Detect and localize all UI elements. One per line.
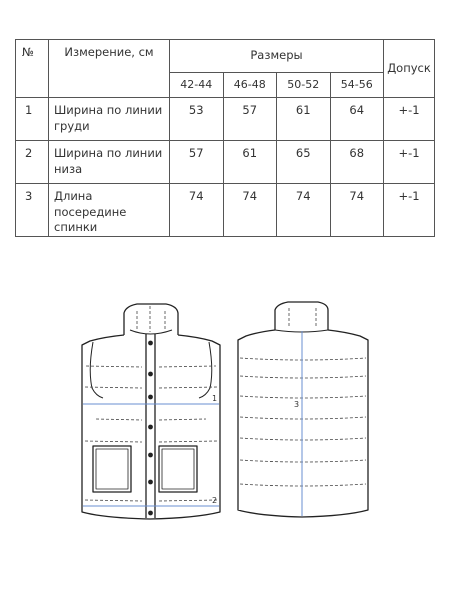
size-column-header: 54-56 <box>330 73 384 98</box>
header-sizes: Размеры <box>170 40 384 73</box>
size-column-header: 46-48 <box>223 73 277 98</box>
snap-button <box>148 341 153 346</box>
measurement-label-1: 1 <box>212 394 218 403</box>
header-number: № <box>16 40 49 98</box>
row-number: 2 <box>16 141 49 184</box>
snap-button <box>148 480 153 485</box>
table-row <box>16 141 435 184</box>
back-body-outline <box>238 330 368 517</box>
size-value: 57 <box>223 98 277 141</box>
measurement-label-3: 3 <box>294 400 300 409</box>
front-left-armhole <box>90 342 103 398</box>
header-measurement: Измерение, см <box>49 40 170 98</box>
measurement-name: Ширина по линии низа <box>49 141 170 184</box>
header-tolerance: Допуск <box>384 40 435 98</box>
size-value: 57 <box>170 141 224 184</box>
measurement-name: Длина посередине спинки <box>49 184 170 237</box>
size-value: 61 <box>223 141 277 184</box>
size-value: 53 <box>170 98 224 141</box>
snap-button <box>148 511 153 516</box>
tolerance-value: +-1 <box>384 184 435 237</box>
tolerance-value: +-1 <box>384 98 435 141</box>
front-right-armhole <box>199 342 212 398</box>
front-collar-inner <box>130 330 172 334</box>
size-value: 64 <box>330 98 384 141</box>
vest-front-drawing <box>78 298 223 526</box>
vest-back-drawing <box>232 296 377 526</box>
measurement-label-2: 2 <box>212 496 218 505</box>
row-number: 3 <box>16 184 49 237</box>
snap-button <box>148 453 153 458</box>
size-value: 74 <box>170 184 224 237</box>
tolerance-value: +-1 <box>384 141 435 184</box>
back-collar <box>275 302 328 330</box>
size-value: 68 <box>330 141 384 184</box>
size-table <box>15 39 435 237</box>
size-value: 65 <box>277 141 331 184</box>
front-left-pocket <box>93 446 131 492</box>
snap-button <box>148 372 153 377</box>
table-row <box>16 184 435 237</box>
size-value: 74 <box>330 184 384 237</box>
size-column-header: 42-44 <box>170 73 224 98</box>
size-value: 74 <box>223 184 277 237</box>
size-column-header: 50-52 <box>277 73 331 98</box>
measurement-name: Ширина по линии груди <box>49 98 170 141</box>
snap-button <box>148 425 153 430</box>
snap-button <box>148 395 153 400</box>
size-value: 74 <box>277 184 331 237</box>
row-number: 1 <box>16 98 49 141</box>
front-right-pocket <box>159 446 197 492</box>
table-row <box>16 98 435 141</box>
size-value: 61 <box>277 98 331 141</box>
